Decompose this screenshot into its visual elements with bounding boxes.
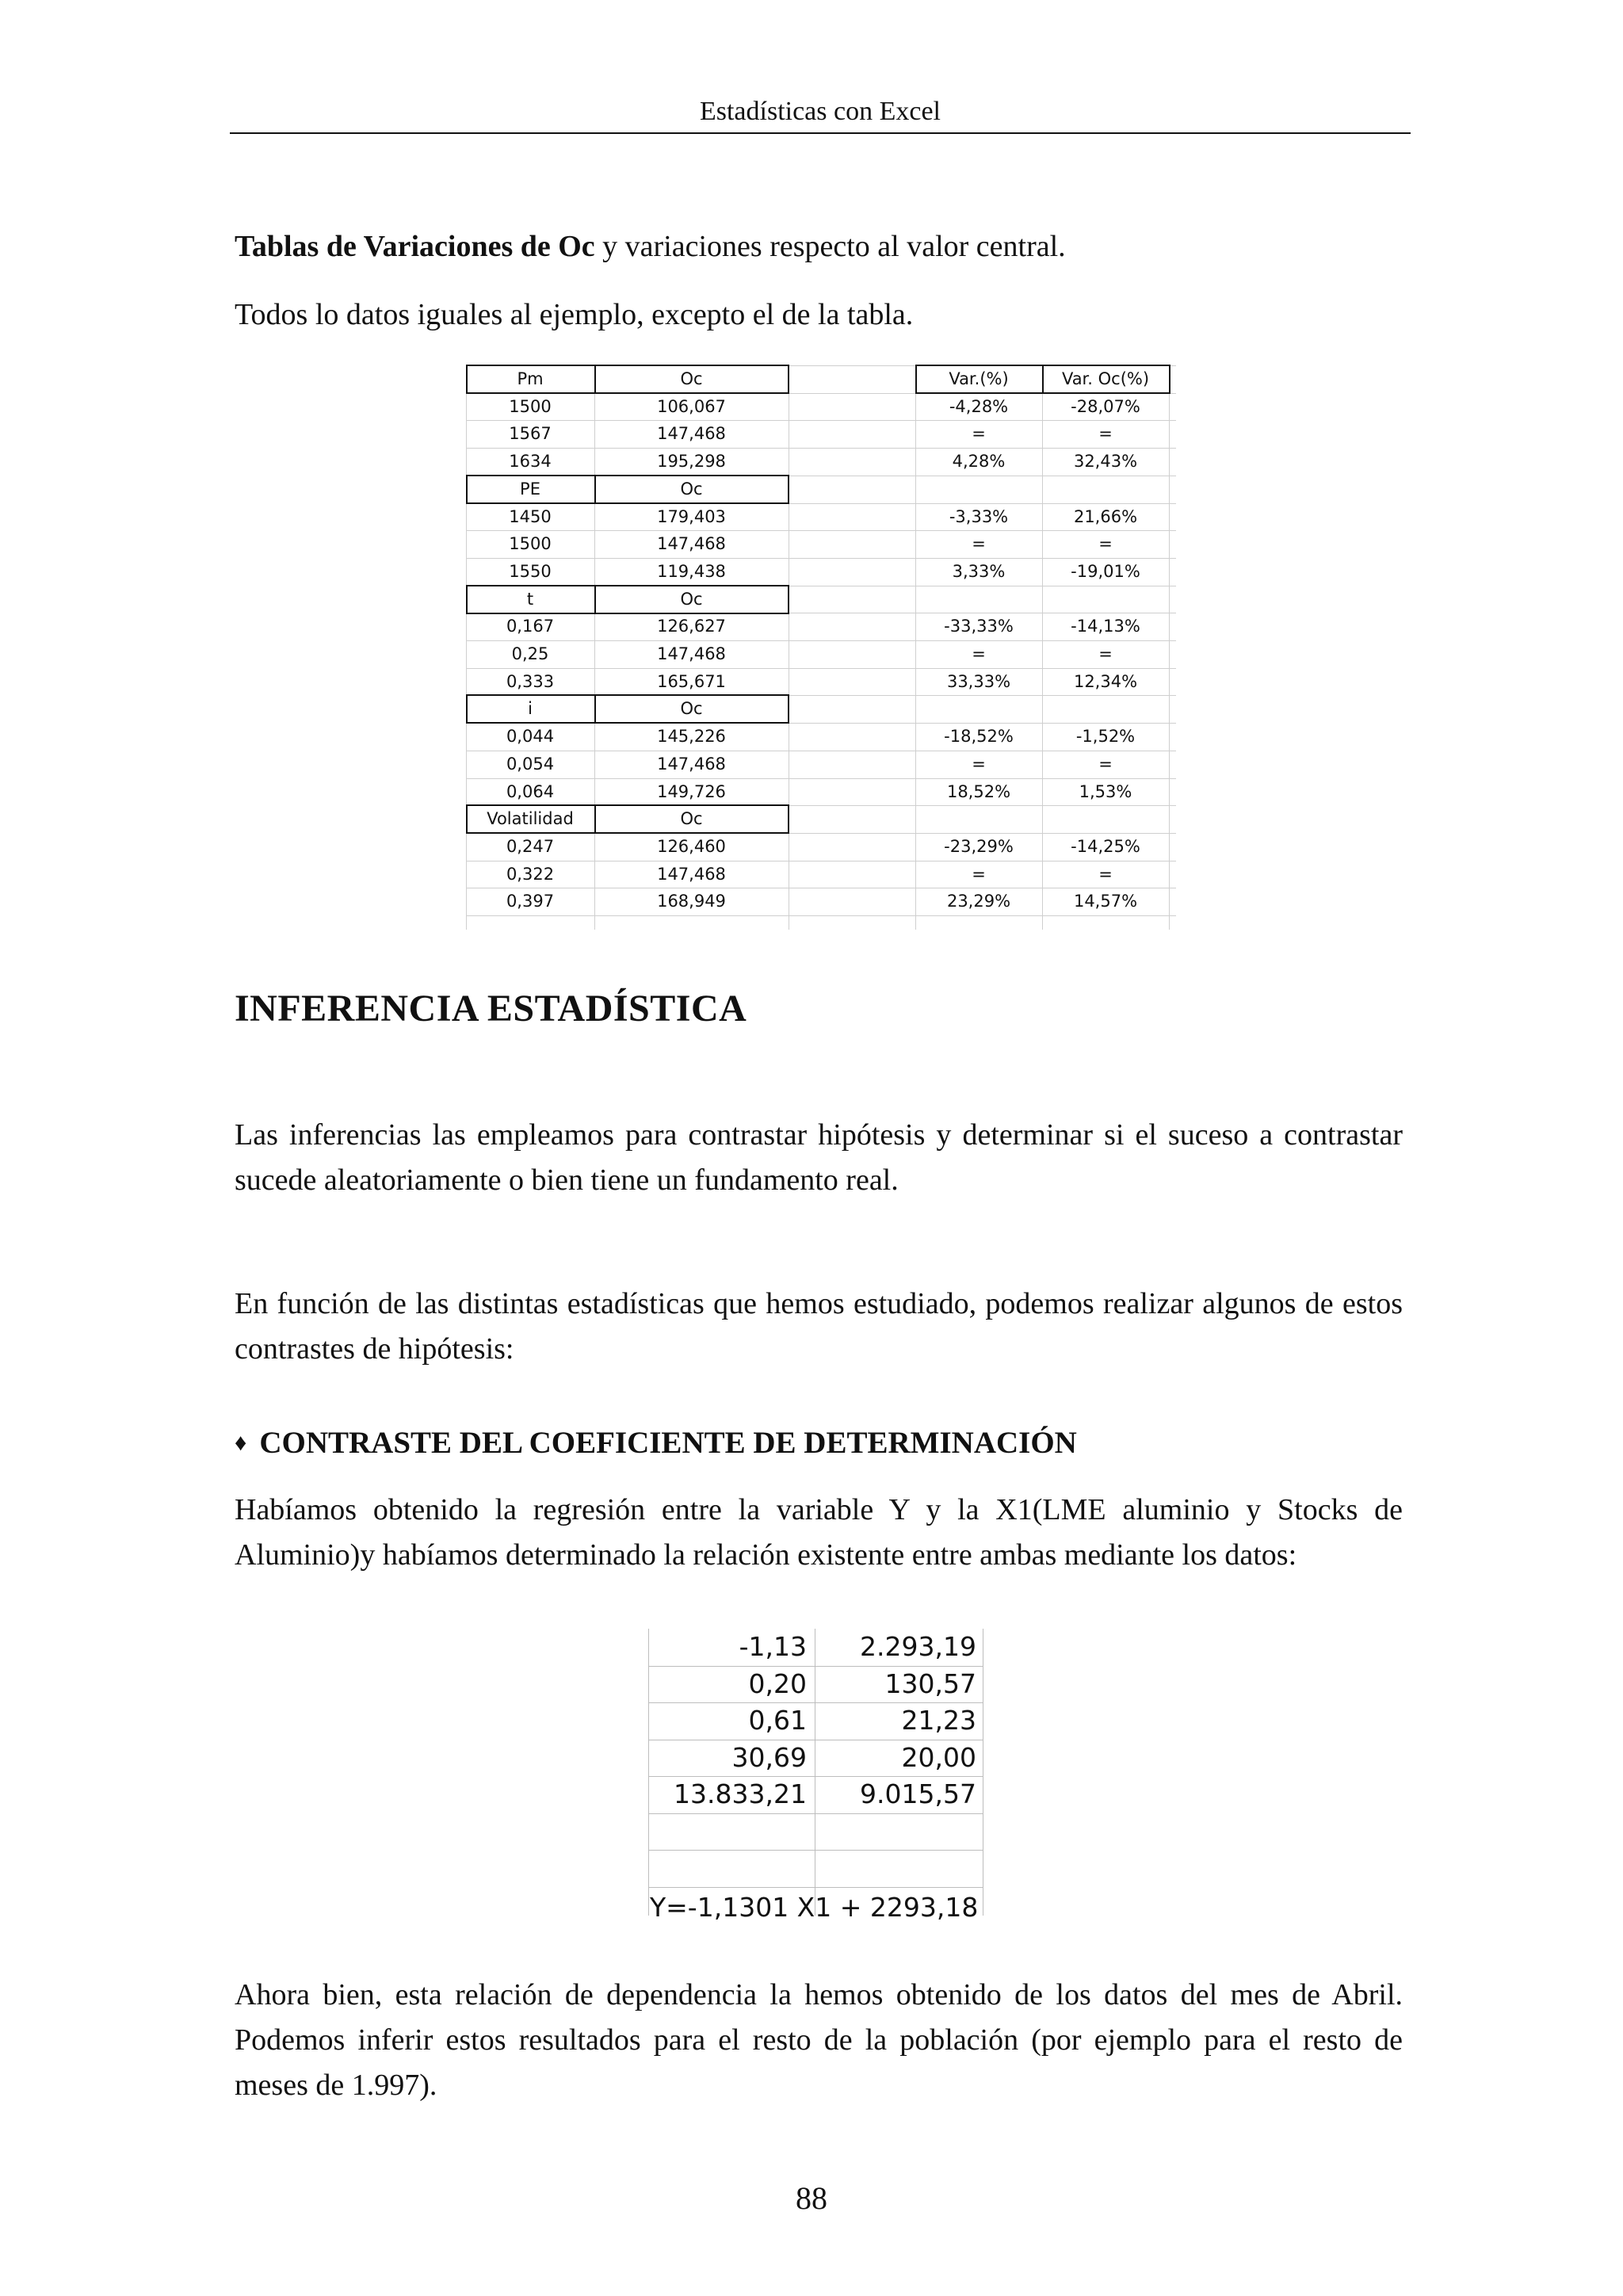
table-cell: Oc: [680, 589, 703, 609]
table-cell: 147,468: [657, 644, 726, 663]
table-cell: Oc: [680, 699, 703, 719]
table-cell: t: [526, 589, 534, 609]
table-cell: i: [528, 699, 533, 719]
table-cell: 0,167: [506, 617, 555, 636]
table-cell: 168,949: [657, 892, 726, 911]
table-cell: -3,33%: [949, 506, 1009, 526]
table-cell: 21,66%: [1073, 506, 1138, 526]
table-cell: =: [1098, 754, 1113, 774]
table-cell: 147,468: [657, 534, 726, 554]
intro-note: Todos lo datos iguales al ejemplo, excepto el de la tabla.: [235, 298, 914, 331]
table-cell: -18,52%: [944, 727, 1014, 747]
table-cell: =: [972, 534, 986, 554]
table-cell: 1,53%: [1079, 781, 1132, 801]
table-cell: 0,054: [506, 754, 555, 774]
grid-line: [648, 1850, 983, 1851]
table-cell: 30,69: [731, 1741, 807, 1773]
table-cell: -28,07%: [1071, 396, 1140, 416]
table-cell: -19,01%: [1071, 561, 1140, 581]
table-cell: 23,29%: [946, 892, 1011, 911]
table-cell: 0,61: [748, 1705, 807, 1736]
subsection-heading: [235, 1425, 1077, 1461]
table-cell: Var. Oc(%): [1061, 369, 1150, 388]
intro-line: [235, 224, 1403, 269]
table-cell: 4,28%: [952, 452, 1006, 472]
table-cell: 126,627: [657, 617, 726, 636]
regression-equation: Y=-1,1301 X1 + 2293,18: [650, 1891, 979, 1923]
regression-table: [648, 1629, 986, 1923]
table-cell: 195,298: [657, 452, 726, 472]
table-cell: 33,33%: [946, 671, 1011, 691]
diamond-bullet-icon: ♦: [235, 1430, 247, 1456]
table-cell: 14,57%: [1073, 892, 1138, 911]
table-cell: Oc: [680, 809, 703, 829]
table-cell: Oc: [680, 479, 703, 499]
table-cell: [915, 695, 1042, 723]
table-cell: =: [972, 864, 986, 884]
table-cell: 147,468: [657, 754, 726, 774]
table-cell: [1042, 586, 1169, 613]
table-cell: =: [972, 644, 986, 663]
table-cell: 0,25: [511, 644, 549, 663]
table-cell: -23,29%: [944, 836, 1014, 856]
table-cell: =: [1098, 424, 1113, 444]
header-rule: [230, 132, 1411, 134]
section-paragraph-1: Las inferencias las empleamos para contrastar hipótesis y determinar si el suceso a contrastar sucede aleatoriamente o bien tiene un fundamento real.: [235, 1118, 1403, 1197]
running-header: Estadísticas con Excel: [699, 97, 941, 126]
table-cell: Oc: [680, 369, 703, 388]
grid-line: [648, 1813, 983, 1814]
table-cell: 0,20: [748, 1668, 807, 1699]
table-cell: [1042, 695, 1169, 723]
table-cell: 0,064: [506, 781, 555, 801]
table-cell: -14,13%: [1071, 617, 1140, 636]
table-cell: 119,438: [657, 561, 726, 581]
table-cell: PE: [520, 479, 540, 499]
table-cell: 1500: [509, 396, 552, 416]
table-cell: 179,403: [657, 506, 726, 526]
section-title: INFERENCIA ESTADÍSTICA: [235, 988, 747, 1030]
variations-table: [466, 365, 1176, 930]
table-cell: Var.(%): [949, 369, 1009, 388]
table-cell: 1567: [509, 424, 552, 444]
table-cell: 1550: [509, 561, 552, 581]
table-cell: -1,52%: [1075, 727, 1136, 747]
section-paragraph-2: En función de las distintas estadísticas que hemos estudiado, podemos realizar algunos de estos contrastes de hipótesis:: [235, 1287, 1403, 1366]
table-cell: 1450: [509, 506, 552, 526]
table-cell: -1,13: [739, 1631, 807, 1662]
table-cell: 106,067: [657, 396, 726, 416]
table-cell: 9.015,57: [860, 1778, 976, 1809]
table-cell: 147,468: [657, 424, 726, 444]
subsection-paragraph: Habíamos obtenido la regresión entre la variable Y y la X1(LME aluminio y Stocks de Aluminio)y habíamos determinado la relación existente entre ambas mediante los datos:: [235, 1493, 1403, 1572]
table-cell: 126,460: [657, 836, 726, 856]
table-cell: =: [1098, 644, 1113, 663]
table-cell: 0,322: [506, 864, 555, 884]
table-cell: 0,044: [506, 727, 555, 747]
table-cell: Pm: [517, 369, 544, 388]
table-cell: 0,333: [506, 671, 555, 691]
table-cell: 0,397: [506, 892, 555, 911]
table-cell: [915, 805, 1042, 833]
table-cell: 1634: [509, 452, 552, 472]
intro-rest: y variaciones respecto al valor central.: [594, 230, 1066, 263]
table-cell: =: [1098, 534, 1113, 554]
table-cell: =: [972, 424, 986, 444]
subsection-title: CONTRASTE DEL COEFICIENTE DE DETERMINACIÓN: [259, 1426, 1077, 1460]
table-cell: 12,34%: [1073, 671, 1138, 691]
table-cell: 20,00: [901, 1741, 976, 1773]
table-cell: 21,23: [901, 1705, 976, 1736]
table-cell: [1042, 476, 1169, 503]
grid-line: [1169, 365, 1170, 930]
table-cell: 149,726: [657, 781, 726, 801]
table-cell: 130,57: [884, 1668, 976, 1699]
closing-paragraph: Ahora bien, esta relación de dependencia la hemos obtenido de los datos del mes de Abril. Podemos inferir estos resultados para el resto de la población (por ejemplo para el resto de meses de 1.997).: [235, 1978, 1403, 2102]
table-cell: 0,247: [506, 836, 555, 856]
table-cell: [915, 476, 1042, 503]
table-cell: 18,52%: [946, 781, 1011, 801]
table-cell: 147,468: [657, 864, 726, 884]
table-cell: 165,671: [657, 671, 726, 691]
table-cell: -4,28%: [949, 396, 1009, 416]
table-cell: [1042, 805, 1169, 833]
table-cell: 145,226: [657, 727, 726, 747]
table-cell: 32,43%: [1073, 452, 1138, 472]
grid-line: [648, 1887, 983, 1888]
table-cell: =: [1098, 864, 1113, 884]
table-cell: [915, 586, 1042, 613]
table-cell: =: [972, 754, 986, 774]
table-cell: 13.833,21: [674, 1778, 807, 1809]
intro-bold-lead: Tablas de Variaciones de Oc: [235, 230, 595, 263]
table-cell: 3,33%: [952, 561, 1006, 581]
page-number: 88: [796, 2180, 827, 2216]
table-cell: 2.293,19: [860, 1631, 976, 1662]
table-cell: Volatilidad: [487, 809, 574, 829]
table-cell: 1500: [509, 534, 552, 554]
table-cell: -14,25%: [1071, 836, 1140, 856]
table-cell: -33,33%: [944, 617, 1014, 636]
